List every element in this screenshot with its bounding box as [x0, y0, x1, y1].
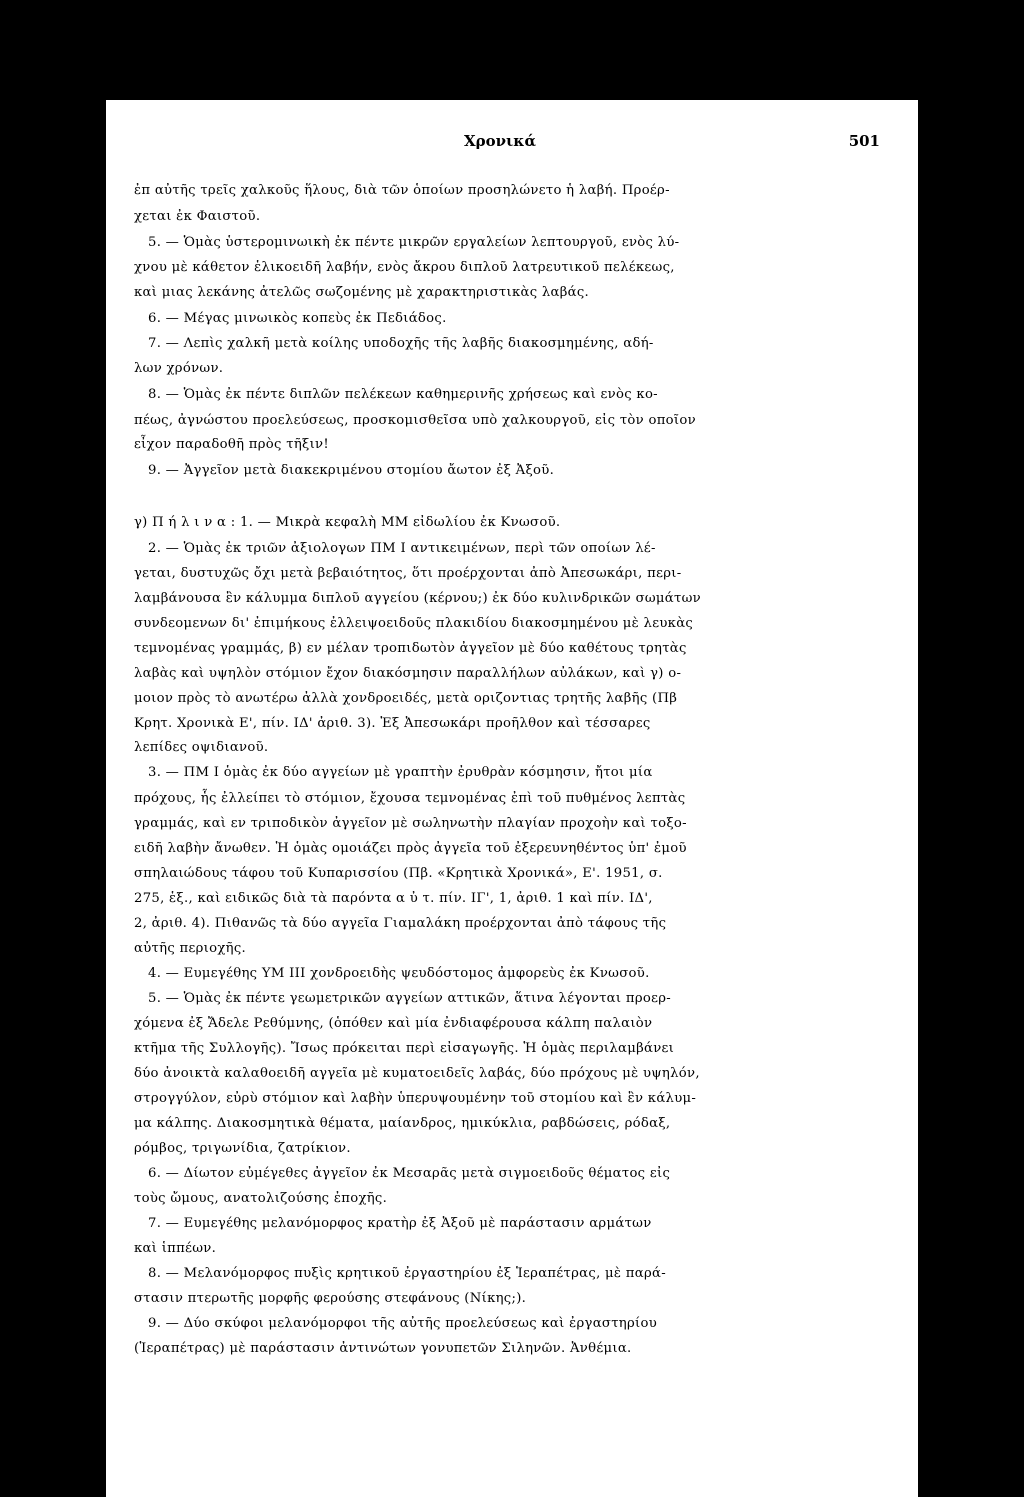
text-line: 8. — Ὁμὰς ἐκ πέντε διπλῶν πελέκεων καθημερινῆς χρήσεως καὶ ενὸς κο-	[148, 387, 658, 402]
text-line: ἐπ αὐτῆς τρεῖς χαλκοῦς ἥλους, διὰ τῶν ὁποίων προσηλώνετο ἡ λαβή. Προέρ-	[134, 183, 670, 198]
text-line: 6. — Μέγας μινωικὸς κοπεὺς ἐκ Πεδιάδος.	[148, 311, 447, 326]
text-line: 2. — Ὁμὰς ἐκ τριῶν ἀξιολογων ΠΜ Ι αντικειμένων, περὶ τῶν οποίων λέ-	[148, 541, 656, 556]
text-line: λαμβάνουσα ἓν κάλυμμα διπλοῦ αγγείου (κέρνου;) ἐκ δύο κυλινδρικῶν σωμάτων	[134, 591, 701, 606]
text-line: 5. — Ὁμὰς ἐκ πέντε γεωμετρικῶν αγγείων αττικῶν, ἅτινα λέγονται προερ-	[148, 991, 672, 1006]
text-line: χεται ἐκ Φαιστοῦ.	[134, 209, 261, 224]
text-line: 3. — ΠΜ Ι ὁμὰς ἐκ δύο αγγείων μὲ γραπτὴν ἐρυθρὰν κόσμησιν, ἤτοι μία	[148, 765, 653, 780]
text-line: χόμενα ἐξ Ἄδελε Ρεθύμνης, (ὁπόθεν καὶ μία ἐνδιαφέρουσα κάλπη παλαιὸν	[134, 1016, 653, 1031]
text-line: 7. — Λεπὶς χαλκῆ μετὰ κοίλης υποδοχῆς τῆς λαβῆς διακοσμημένης, αδή-	[148, 336, 654, 351]
text-line: τεμνομένας γραμμάς, β) εν μέλαν τροπιδωτὸν ἀγγεῖον μὲ δύο καθέτους τρητὰς	[134, 641, 687, 656]
text-line: κτῆμα τῆς Συλλογῆς). Ἴσως πρόκειται περὶ εἰσαγωγῆς. Ἡ ὁμὰς περιλαμβάνει	[134, 1041, 675, 1056]
document-page	[106, 100, 918, 1497]
text-line: 275, ἑξ., καὶ ειδικῶς διὰ τὰ παρόντα α ὐ τ. πίν. ΙΓ', 1, ἀριθ. 1 καὶ πίν. ΙΔ',	[134, 891, 653, 906]
text-line: 6. — Δίωτον εὐμέγεθες ἀγγεῖον ἐκ Μεσαρᾶς μετὰ σιγμοειδοῦς θέματος εἰς	[148, 1166, 671, 1181]
text-line: 2, ἀριθ. 4). Πιθανῶς τὰ δύο αγγεῖα Γιαμαλάκη προέρχονται ἀπὸ τάφους τῆς	[134, 916, 667, 931]
text-line: πέως, ἀγνώστου προελεύσεως, προσκομισθεῖσα υπὸ χαλκουργοῦ, εἰς τὸν οποῖον	[134, 413, 696, 428]
text-line: καὶ ἱππέων.	[134, 1241, 217, 1256]
text-line: τοὺς ὤμους, ανατολιζούσης ἐποχῆς.	[134, 1191, 388, 1206]
text-line: λων χρόνων.	[134, 361, 224, 376]
text-line: Κρητ. Χρονικὰ Ε', πίν. ΙΔ' ἀριθ. 3). Ἐξ Ἀπεσωκάρι προῆλθον καὶ τέσσαρες	[134, 716, 651, 731]
text-line: (Ἱεραπέτρας) μὲ παράστασιν ἀντινώτων γονυπετῶν Σιληνῶν. Ἀνθέμια.	[134, 1341, 632, 1356]
text-line: ρόμβος, τριγωνίδια, ζατρίκιον.	[134, 1141, 351, 1156]
text-line: αὐτῆς περιοχῆς.	[134, 941, 247, 956]
text-line: 9. — Δύο σκύφοι μελανόμορφοι τῆς αὐτῆς προελεύσεως καὶ ἐργαστηρίου	[148, 1316, 658, 1331]
text-line: πρόχους, ἧς ἐλλείπει τὸ στόμιον, ἔχουσα τεμνομένας ἐπὶ τοῦ πυθμένος λεπτὰς	[134, 791, 686, 806]
text-line: μα κάλπης. Διακοσμητικὰ θέματα, μαίανδρος, ημικύκλια, ραβδώσεις, ρόδαξ,	[134, 1116, 671, 1131]
text-line: γραμμάς, καὶ εν τριποδικὸν ἀγγεῖον μὲ σωληνωτὴν πλαγίαν προχοὴν καὶ τοξο-	[134, 816, 687, 831]
text-line: σπηλαιώδους τάφου τοῦ Κυπαρισσίου (Πβ. «Κρητικὰ Χρονικά», Ε'. 1951, σ.	[134, 866, 663, 881]
text-line: εἶχον παραδοθῆ πρὸς τῆξιν!	[134, 437, 329, 452]
text-line: στασιν πτερωτῆς μορφῆς φερούσης στεφάνους (Νίκης;).	[134, 1291, 527, 1306]
text-line: ειδῆ λαβὴν ἄνωθεν. Ἡ ὁμὰς ομοιάζει πρὸς ἀγγεῖα τοῦ ἐξερευνηθέντος ὑπ' ἐμοῦ	[134, 841, 687, 856]
running-header	[136, 132, 880, 154]
text-line: στρογγύλον, εὐρὺ στόμιον καὶ λαβὴν ὑπερυψουμένην τοῦ στομίου καὶ ἓν κάλυμ-	[134, 1091, 697, 1106]
text-line: 9. — Ἀγγεῖον μετὰ διακεκριμένου στομίου ἄωτον ἐξ Ἀξοῦ.	[148, 463, 555, 478]
text-line: 5. — Ὁμὰς ὑστερομινωικὴ ἐκ πέντε μικρῶν εργαλείων λεπτουργοῦ, ενὸς λύ-	[148, 235, 680, 250]
text-line: γεται, δυστυχῶς ὄχι μετὰ βεβαιότητος, ὅτι προέρχονται ἀπὸ Ἀπεσωκάρι, περι-	[134, 566, 682, 581]
page-number: 501	[848, 132, 880, 150]
text-line: καὶ μιας λεκάνης ἀτελῶς σωζομένης μὲ χαρακτηριστικὰς λαβάς.	[134, 285, 590, 300]
text-line: μοιον πρὸς τὸ ανωτέρω ἀλλὰ χονδροειδές, μετὰ οριζοντιας τρητῆς λαβῆς (Πβ	[134, 691, 678, 706]
text-line: 4. — Ευμεγέθης ΥΜ ΙΙΙ χονδροειδὴς ψευδόστομος ἀμφορεὺς ἐκ Κνωσοῦ.	[148, 966, 650, 981]
text-line: λαβὰς καὶ υψηλὸν στόμιον ἔχον διακόσμησιν παραλλήλων αὐλάκων, καὶ γ) ο-	[134, 666, 682, 681]
text-line: δύο ἀνοικτὰ καλαθοειδῆ αγγεῖα μὲ κυματοειδεῖς λαβάς, δύο πρόχους μὲ υψηλόν,	[134, 1066, 700, 1081]
text-line: λεπίδες οψιδιανοῦ.	[134, 740, 269, 755]
text-line: συνδεομενων δι' ἐπιμήκους ἐλλειψοειδοῦς πλακιδίου διακοσμημένου μὲ λευκὰς	[134, 616, 694, 631]
text-line: χνου μὲ κάθετον ἑλικοειδῆ λαβήν, ενὸς ἄκρου διπλοῦ λατρευτικοῦ πελέκεως,	[134, 260, 675, 275]
text-line: 8. — Μελανόμορφος πυξὶς κρητικοῦ ἐργαστηρίου ἐξ Ἱεραπέτρας, μὲ παρά-	[148, 1266, 666, 1281]
text-line: 7. — Ευμεγέθης μελανόμορφος κρατὴρ ἐξ Ἀξοῦ μὲ παράστασιν αρμάτων	[148, 1216, 652, 1231]
running-title: Χρονικά	[464, 132, 537, 150]
text-line: γ) Π ή λ ι ν α : 1. — Μικρὰ κεφαλὴ ΜΜ εἰδωλίου ἐκ Κνωσοῦ.	[134, 515, 561, 530]
